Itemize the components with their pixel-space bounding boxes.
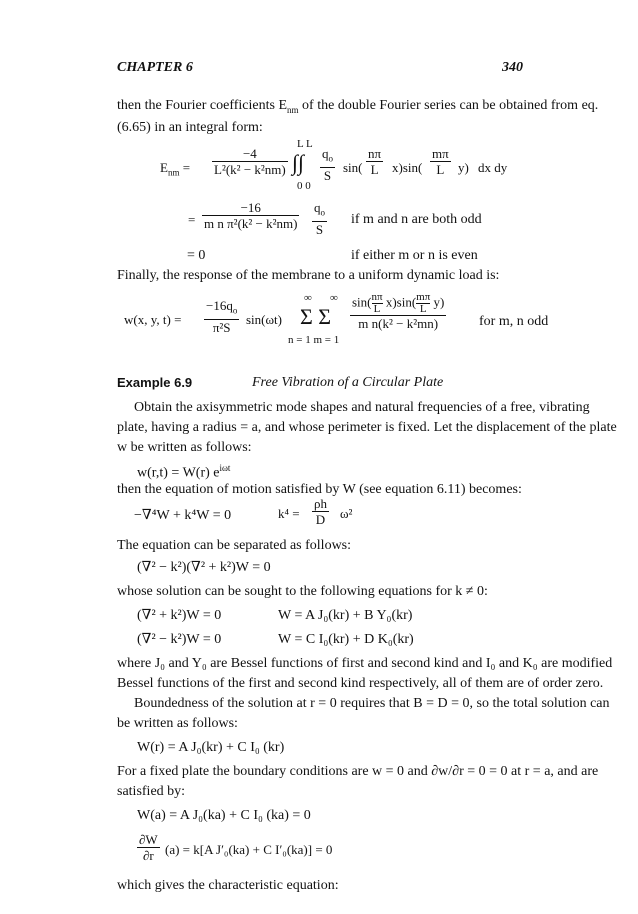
paragraph-2: Finally, the response of the membrane to a uniform dynamic load is: <box>117 268 500 283</box>
paragraph-9: which gives the characteristic equation: <box>117 878 339 893</box>
paragraph-1-line-1: then the Fourier coefficients $E_{nm}$ of the double Fourier series can be obtained from eq. <box>117 98 599 115</box>
chapter-heading: CHAPTER 6 <box>117 60 193 75</box>
equation-motion: −∇⁴W + k⁴W = 0 <box>134 508 232 523</box>
paragraph-7-line-1: where J₀ and Y₀ are Bessel functions of first and second kind and I₀ and K₀ are modified <box>117 656 613 671</box>
paragraph-4: then the equation of motion satisfied by W (see equation 6.11) becomes: <box>117 482 522 497</box>
paragraph-3-line-2: plate, having a radius = a, and whose perimeter is fixed. Let the displacement of the plate <box>117 420 617 435</box>
equation-9-lhs: (∇² − k²)W = 0 <box>137 632 222 647</box>
paragraph-7-line-3: Boundedness of the solution at r = 0 requires that B = D = 0, so the total solution can <box>134 696 610 711</box>
equation-8-lhs: (∇² + k²)W = 0 <box>137 608 222 623</box>
page-number: 340 <box>502 60 523 75</box>
paragraph-7-line-4: be written as follows: <box>117 716 238 731</box>
paragraph-5: The equation can be separated as follows: <box>117 538 352 553</box>
paragraph-7-line-2: Bessel functions of the first and second kind respectively, all of them are of order zero. <box>117 676 604 691</box>
paragraph-8-line-1: For a fixed plate the boundary conditions are w = 0 and ∂w/∂r = 0 = 0 at r = a, and are <box>117 764 599 779</box>
equation-zero: = 0 <box>187 248 206 263</box>
paragraph-3-line-3: w be written as follows: <box>117 440 252 455</box>
paragraph-8-line-2: satisfied by: <box>117 784 186 799</box>
equation-displacement: w(r,t) = W(r) $e^{i\omega t}$ <box>137 463 231 481</box>
equation-9-rhs: W = C I₀(kr) + D K₀(kr) <box>278 632 414 647</box>
equation-boundary-1: W(a) = A J₀(ka) + C I₀ (ka) = 0 <box>137 808 311 823</box>
example-title: Free Vibration of a Circular Plate <box>252 375 444 390</box>
equation-separated: (∇² − k²)(∇² + k²)W = 0 <box>137 560 271 575</box>
equation-total-solution: W(r) = A J₀(kr) + C I₀ (kr) <box>137 740 285 755</box>
condition-odd-mn: for m, n odd <box>479 314 549 329</box>
paragraph-3-line-1: Obtain the axisymmetric mode shapes and natural frequencies of a free, vibrating <box>134 400 590 415</box>
condition-even: if either m or n is even <box>351 248 478 263</box>
paragraph-6: whose solution can be sought to the following equations for k ≠ 0: <box>117 584 488 599</box>
equation-8-rhs: W = A J₀(kr) + B Y₀(kr) <box>278 608 413 623</box>
paragraph-1-line-2: (6.65) in an integral form: <box>117 120 263 135</box>
condition-odd: if m and n are both odd <box>351 212 482 227</box>
example-label: Example 6.9 <box>117 375 193 390</box>
